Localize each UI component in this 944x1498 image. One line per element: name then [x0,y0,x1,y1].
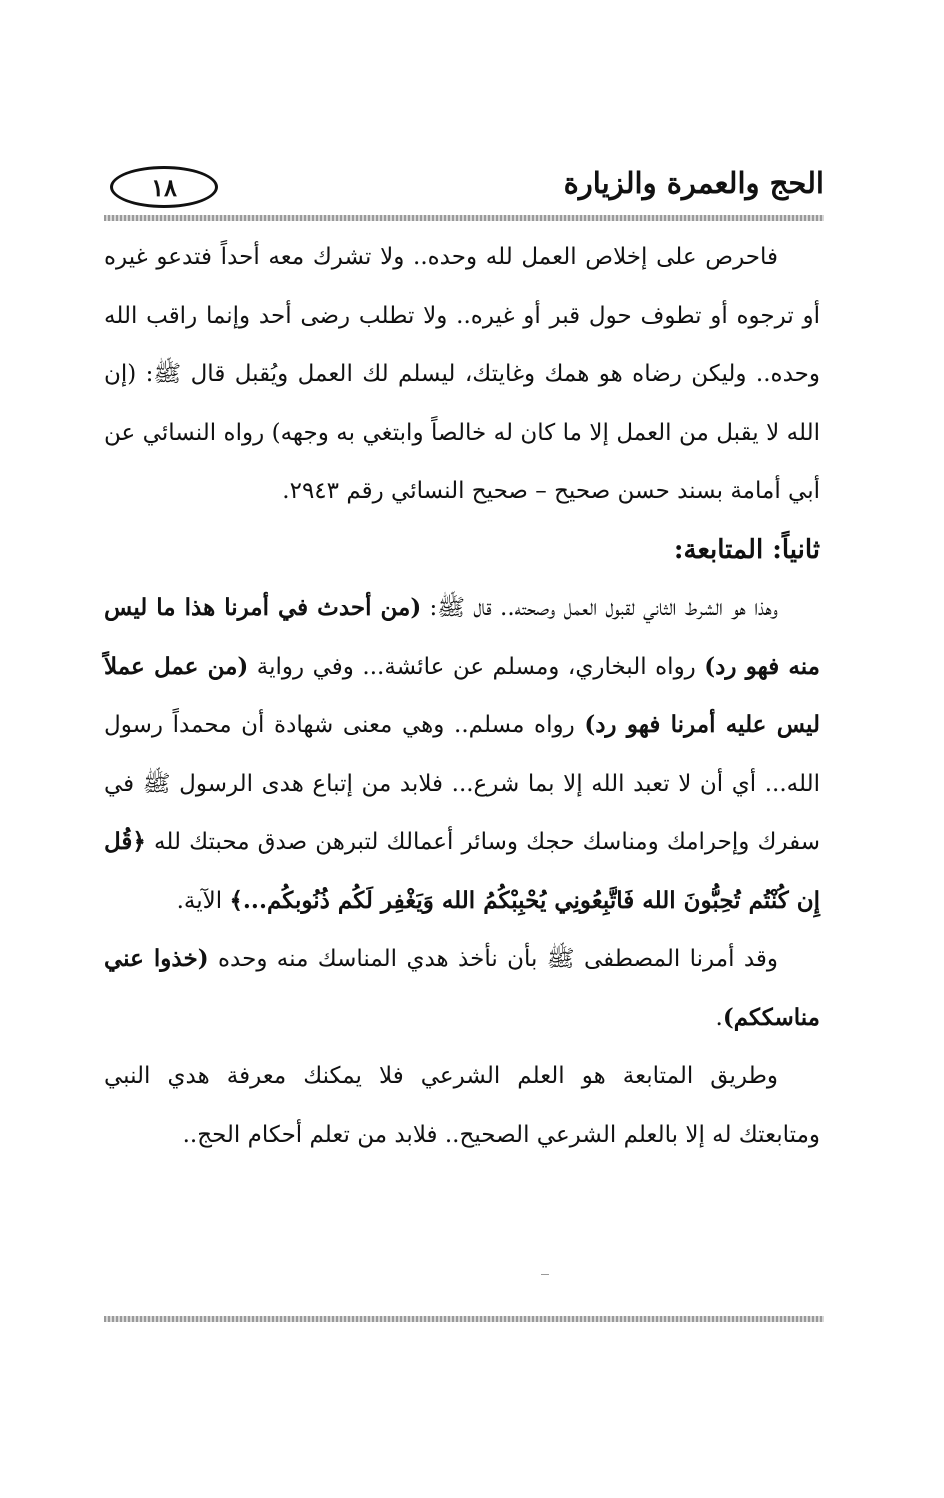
hadith-quote-2: (من عمل عملاً ليس عليه أمرنا فهو رد) [104,652,820,738]
paragraph-2-text-e: رواه مسلم.. وهي معنى شهادة أن محمداً رسول الله... أي أن لا تعبد الله إلا بما شرع... فلابد من إتباع هدى الرسول ﷺ في سفرك وإحرامك ومناسك حجك وسائر أعمالك لتبرهن صدق محبتك لله [104,712,820,855]
page-number: ١٨ [151,172,177,202]
quran-verse: ﴿قُل إِن كُنْتُم تُحِبُّونَ الله فَاتَّبِعُونِي يُحْبِبْكُمُ الله وَيَغْفِر لَكُم ذُنُوبكُم...﴾ [104,828,820,914]
scan-mark [541,1274,549,1275]
hadith-quote-1: (من أحدث في أمرنا هذا ما ليس منه فهو رد) [104,594,820,680]
page-body [104,228,820,1164]
paragraph-3-text-c: . [715,1004,723,1031]
paragraph-4: وطريق المتابعة هو العلم الشرعي فلا يمكنك معرفة هدي النبي ومتابعتك له إلا بالعلم الشرعي الصحيح.. فلابد من تعلم أحكام الحج.. [104,1063,820,1148]
section-heading: ثانياً: المتابعة: [673,534,820,565]
paragraph-2 [104,579,820,930]
book-title: الحج والعمرة والزيارة [563,166,824,200]
header-divider [104,215,824,221]
paragraph-2-text-g: الآية. [176,887,230,914]
paragraph-3 [104,930,820,1047]
paragraph-1: فاحرص على إخلاص العمل لله وحده.. ولا تشرك معه أحداً فتدعو غيره أو ترجوه أو تطوف حول قبر أو غيره.. ولا تطلب رضى أحد وإنما راقب الله وحده.. وليكن رضاه هو همك وغايتك، ليسلم لك العمل ويُقبل قال ﷺ: (إن الله لا يقبل من العمل إلا ما كان له خالصاً وابتغي به وجهه) رواه النسائي عن أبي أمامة بسند حسن صحيح – صحيح النسائي رقم ٢٩٤٣. [104,244,820,504]
page-header [104,160,824,216]
paragraph-2-text-a: وهذا هو الشرط الثاني لقبول العمل وصحته.. قال ﷺ: [421,595,778,621]
paragraph-3-text-a: وقد أمرنا المصطفى ﷺ بأن نأخذ هدي المناسك منه وحده [208,946,779,972]
footer-divider [104,1316,824,1322]
paragraph-2-text-c: رواه البخاري، ومسلم عن عائشة... وفي رواية [248,653,705,680]
hadith-quote-3: (خذوا عني مناسككم) [104,945,820,1031]
page-number-badge [110,166,218,208]
